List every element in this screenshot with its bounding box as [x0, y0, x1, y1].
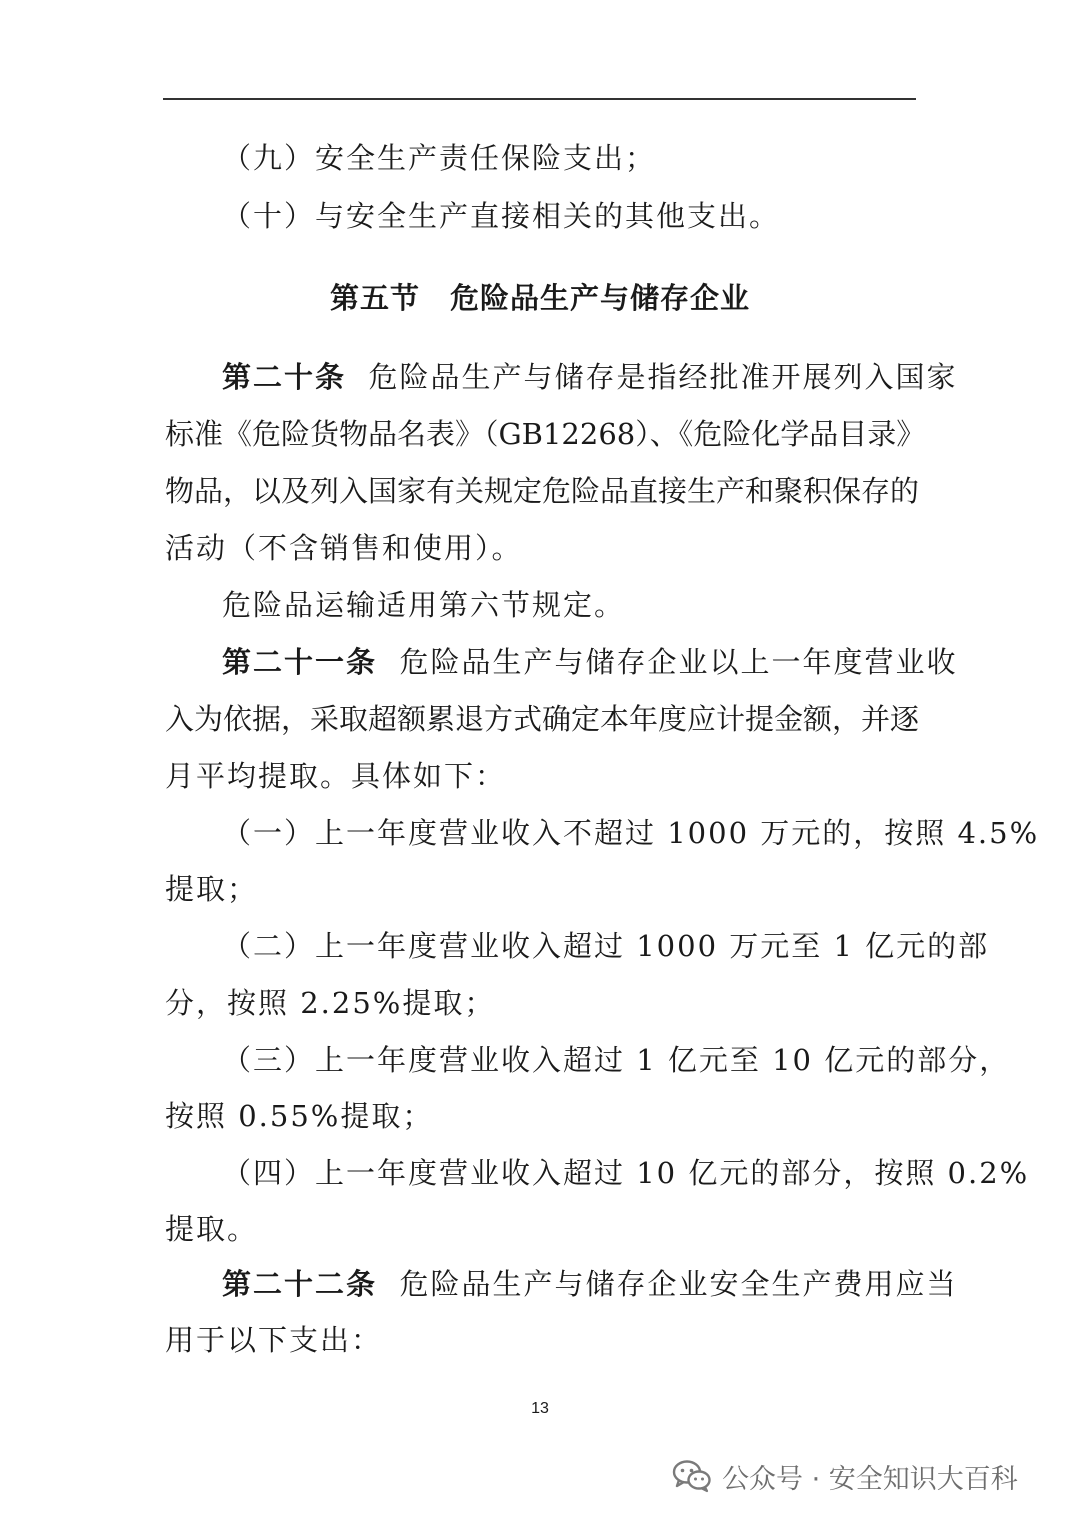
clause-10: （十）与安全生产直接相关的其他支出。: [222, 199, 781, 233]
section-title: 危险品生产与储存企业: [450, 281, 751, 315]
page-number: 13: [531, 1400, 549, 1417]
article-20-line-2: 标准《危险货物品名表》（GB12268）、《危险化学品目录》: [165, 417, 926, 451]
section-heading: [0, 278, 1080, 318]
item-3-line-2: 按照 0.55%提取；: [165, 1099, 434, 1133]
article-21-label: 第二十一条: [222, 645, 378, 679]
article-22-text-1: 危险品生产与储存企业安全生产费用应当: [399, 1267, 958, 1301]
article-21-line-2: 入为依据，采取超额累退方式确定本年度应计提金额，并逐: [165, 702, 920, 736]
item-1-line-2: 提取；: [165, 872, 259, 906]
item-3-line-1: （三）上一年度营业收入超过 1 亿元至 10 亿元的部分，: [222, 1043, 1011, 1077]
article-21-line-3: 月平均提取。具体如下：: [165, 759, 507, 793]
transport-note: 危险品运输适用第六节规定。: [222, 588, 626, 622]
article-20-line-3: 物品，以及列入国家有关规定危险品直接生产和聚积保存的: [165, 474, 920, 508]
item-4-line-2: 提取。: [165, 1212, 259, 1246]
article-20-label: 第二十条: [222, 360, 347, 394]
item-2-line-2: 分，按照 2.25%提取；: [165, 986, 496, 1020]
item-2-line-1: （二）上一年度营业收入超过 1000 万元至 1 亿元的部: [222, 929, 990, 963]
article-21-text-1: 危险品生产与储存企业以上一年度营业收: [399, 645, 958, 679]
article-22-first-line: [222, 1264, 958, 1304]
wechat-icon: [672, 1459, 712, 1493]
item-1-line-1: （一）上一年度营业收入不超过 1000 万元的，按照 4.5%: [222, 816, 1040, 850]
section-number: 第五节: [329, 281, 420, 315]
clause-9: （九）安全生产责任保险支出；: [222, 141, 657, 175]
article-20-line-4: 活动（不含销售和使用）。: [165, 531, 523, 565]
article-20-text-1: 危险品生产与储存是指经批准开展列入国家: [368, 360, 958, 394]
article-22-label: 第二十二条: [222, 1267, 378, 1301]
item-4-line-1: （四）上一年度营业收入超过 10 亿元的部分，按照 0.2%: [222, 1156, 1030, 1190]
watermark-text: 公众号 · 安全知识大百科: [722, 1463, 1018, 1495]
header-rule: [163, 98, 916, 100]
article-22-line-2: 用于以下支出：: [165, 1323, 383, 1357]
article-20-first-line: [222, 357, 958, 397]
article-21-first-line: [222, 642, 958, 682]
watermark: [672, 1456, 1018, 1496]
